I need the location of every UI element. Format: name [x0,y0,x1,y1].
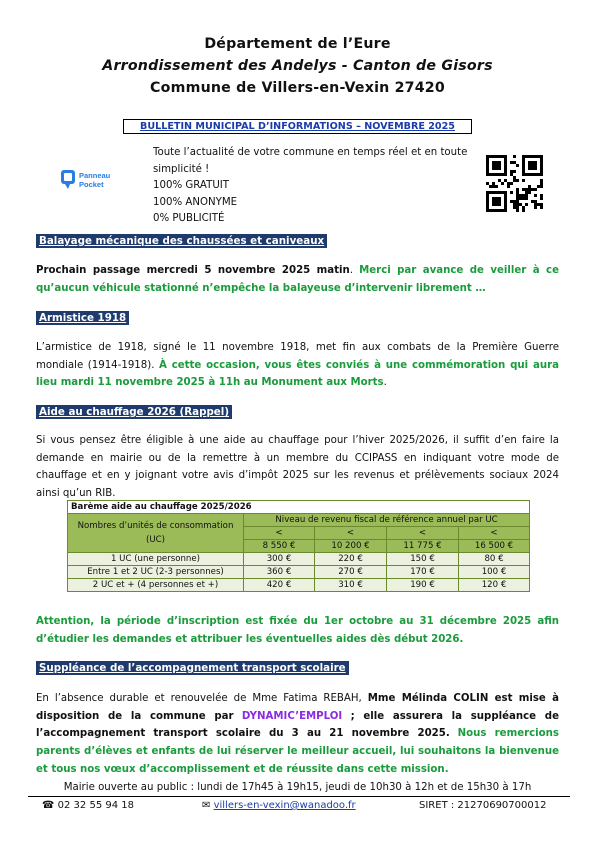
threshold-value: 11 775 € [387,540,459,553]
pp-line-1: Toute l’actualité de votre commune en temps réel et en toute [153,147,468,158]
threshold-value: 16 500 € [459,540,530,553]
balayage-date: Prochain passage mercredi 5 novembre 2025 matin [36,265,350,276]
table-row [68,553,530,566]
pp-line-4: 100% ANONYME [153,196,238,208]
threshold-lt: < [315,527,387,540]
section-title-balayage: Balayage mécanique des chaussées et caniveaux [36,234,327,248]
transport-text-1: En l’absence durable et renouvelée de Mme Fatima REBAH, [36,693,362,704]
transport-green: Nous remercions parents d’élèves et enfants de lui réserver le meilleur accueil, lui souhaitons la bienvenue et tous nos vœux d’accomplissement et de réussite dans cette mission [36,728,559,775]
section-text-armistice [36,339,559,392]
cell: 270 € [315,566,387,579]
table-caption: Barème aide au chauffage 2025/2026 [68,501,530,514]
threshold-lt: < [387,527,459,540]
transport-bold-2: ; elle assurera la suppléance de l’accompagnement transport scolaire du 3 au 21 novembre 2025. [36,710,559,740]
section-title-transport: Suppléance de l’accompagnement transport scolaire [36,661,349,675]
threshold-value: 10 200 € [315,540,387,553]
qr-code[interactable] [486,155,543,212]
table-group-header: Niveau de revenu fiscal de référence annuel par UC [244,514,530,527]
cell: 170 € [387,566,459,579]
armistice-text: L’armistice de 1918, signé le 11 novembre 1918, met fin aux combats de la Première Guerre mondiale (1914-1918). [36,342,559,371]
table-row [68,566,530,579]
section-text-balayage [36,262,559,297]
bulletin-title: BULLETIN MUNICIPAL D’INFORMATIONS – NOVEMBRE 2025 [123,119,472,134]
cell: 310 € [315,579,387,592]
footer-divider [28,796,570,797]
panneau-pocket-logo [60,167,120,193]
transport-dot: . [444,763,449,775]
pp-line-2: simplicité ! [153,163,210,175]
armistice-green: À cette occasion, vous êtes conviés à une commémoration qui aura lieu mardi 11 novembre 2025 à 11h au Monument aux Morts [36,359,559,389]
cell: 120 € [459,579,530,592]
dynamic-emploi: DYNAMIC’EMPLOI [241,710,343,722]
transport-bold-1: Mme Mélinda COLIN est mise à disposition de la commune par [36,693,559,722]
heating-aid-table [67,500,529,592]
cell: 220 € [315,553,387,566]
row-label: 1 UC (une personne) [68,553,244,566]
armistice-dot: . [383,377,387,389]
threshold-value: 8 550 € [244,540,315,553]
footer-hours: Mairie ouverte au public : lundi de 17h45 à 19h15, jeudi de 10h30 à 12h et de 15h30 à 17h [63,782,532,793]
pp-line-3: 100% GRATUIT [153,180,230,191]
logo-text-2: Pocket [79,180,104,189]
panneau-pocket-icon [60,167,120,193]
logo-text-1: Panneau [79,171,111,180]
cell: 420 € [244,579,315,592]
email-link[interactable]: villers-en-vexin@wanadoo.fr [213,800,356,811]
cell: 80 € [459,553,530,566]
footer-phone [42,800,134,811]
cell: 300 € [244,553,315,566]
cell: 190 € [387,579,459,592]
mail-icon: ✉ [202,800,211,811]
threshold-lt: < [244,527,315,540]
cell: 100 € [459,566,530,579]
pp-line-5: 0% PUBLICITÉ [153,213,225,224]
cell: 150 € [387,553,459,566]
section-text-chauffage: Si vous pensez être éligible à une aide au chauffage pour l’hiver 2025/2026, il suffit d’en faire la demande en mairie ou de la remettre à un membre du CCIPASS en indiquant votre mode de chauffage et en y joignant votre avis d’impôt 2025 sur les revenus et prélèvements sociaux 2024 ainsi qu’un RIB. [36,435,559,500]
row-label: 2 UC et + (4 personnes et +) [68,579,244,592]
phone-icon: ☎ [42,800,55,811]
cell: 360 € [244,566,315,579]
section-title-chauffage: Aide au chauffage 2026 (Rappel) [36,405,232,419]
header-line-1: Département de l’Eure [204,36,391,52]
balayage-dot: . [349,265,354,276]
table-row [68,579,530,592]
footer-siret: SIRET : 21270690700012 [419,800,547,811]
phone-number: 02 32 55 94 18 [57,800,134,811]
qr-code-icon [486,155,543,212]
header-line-2: Arrondissement des Andelys - Canton de Gisors [102,58,493,74]
threshold-lt: < [459,527,530,540]
balayage-green: Merci par avance de veiller à ce qu’aucun véhicule stationné n’empêche la balayeuse d’intervenir librement … [36,265,559,294]
section-text-transport [36,690,559,779]
table-col-header: Nombres d’unités de consommation (UC) [68,514,244,553]
row-label: Entre 1 et 2 UC (2-3 personnes) [68,566,244,579]
header-line-3: Commune de Villers-en-Vexin 27420 [150,80,445,96]
footer-email[interactable] [202,800,356,811]
chauffage-attention: Attention, la période d’inscription est fixée du 1er octobre au 31 décembre 2025 afin d’étudier les demandes et attribuer les éventuelles aides dès début 2026. [36,616,559,645]
section-title-armistice: Armistice 1918 [36,311,129,325]
panneau-pocket-text [153,145,478,228]
